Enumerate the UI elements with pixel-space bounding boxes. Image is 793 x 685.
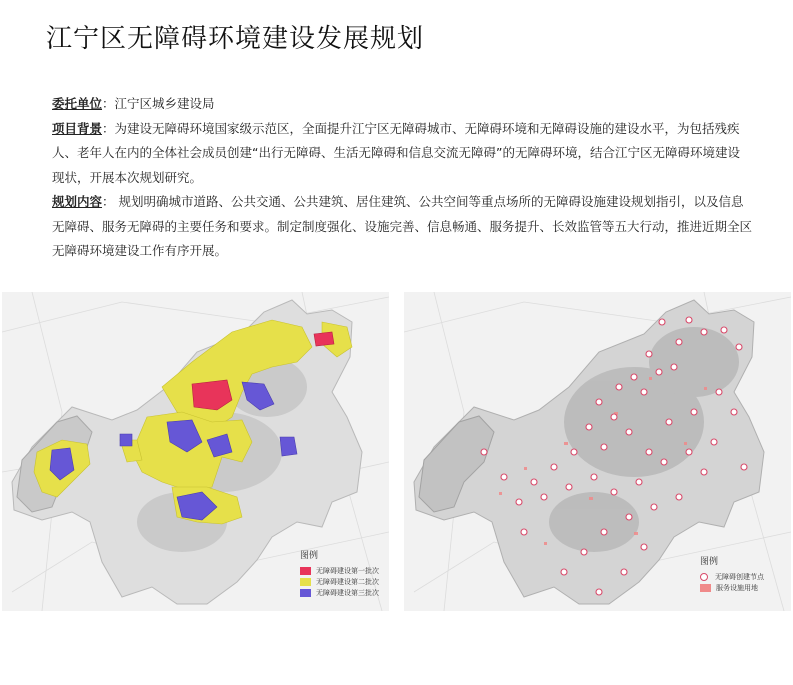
phasing-legend-item-1 bbox=[300, 565, 379, 576]
phase1-area-northeast bbox=[314, 332, 334, 346]
phase3-area-f bbox=[280, 437, 297, 456]
node-ring-icon bbox=[700, 573, 708, 581]
phase2-swatch bbox=[300, 578, 311, 586]
background-paragraph bbox=[52, 117, 752, 191]
phasing-map bbox=[2, 292, 389, 611]
node-legend-item-1 bbox=[700, 571, 764, 582]
phase1-swatch bbox=[300, 567, 311, 575]
facility-swatch bbox=[700, 584, 711, 592]
node-map bbox=[404, 292, 791, 611]
background-value: ：为建设无障碍环境国家级示范区，全面提升江宁区无障碍城市、无障碍环境和无障碍设施的建设水平，为包括残疾人、老年人在内的全体社会成员创建“出行无障碍、生活无障碍和信息交流无障碍”的无障碍环境，结合江宁区无障碍环境建设现状，开展本次规划研究。 bbox=[52, 120, 740, 185]
client-value: ：江宁区城乡建设局 bbox=[102, 96, 215, 111]
phasing-legend-item-2 bbox=[300, 576, 379, 587]
phasing-legend-title: 图例 bbox=[300, 551, 319, 561]
node-legend-title: 图例 bbox=[700, 557, 719, 567]
client-paragraph bbox=[52, 92, 752, 117]
phase3-area-g bbox=[120, 434, 132, 446]
phasing-legend bbox=[300, 548, 379, 598]
node-legend bbox=[700, 554, 764, 593]
node-legend-label: 无障碍创建节点 bbox=[715, 572, 764, 581]
content-value: ： 规划明确城市道路、公共交通、公共建筑、居住建筑、公共空间等重点场所的无障碍设施建设规划指引，以及信息无障碍、服务无障碍的主要任务和要求。制定制度强化、设施完善、信息畅通、服务提升、长效监管等五大行动，推进近期全区无障碍环境建设工作有序开展。 bbox=[52, 194, 753, 258]
phase1-legend-label: 无障碍建设第一批次 bbox=[316, 566, 379, 575]
background-label: 项目背景 bbox=[52, 120, 103, 136]
phasing-legend-item-3 bbox=[300, 587, 379, 598]
node-legend-item-2 bbox=[700, 582, 764, 593]
facility-legend-label: 服务设施用地 bbox=[716, 583, 758, 592]
phase3-legend-label: 无障碍建设第三批次 bbox=[316, 588, 379, 597]
phase3-swatch bbox=[300, 589, 311, 597]
phase2-legend-label: 无障碍建设第二批次 bbox=[316, 577, 379, 586]
page-title: 江宁区无障碍环境建设发展规划 bbox=[46, 24, 425, 54]
content-label: 规划内容 bbox=[52, 194, 103, 209]
content-paragraph bbox=[52, 190, 752, 264]
client-label: 委托单位 bbox=[52, 96, 103, 111]
project-description bbox=[52, 92, 752, 264]
